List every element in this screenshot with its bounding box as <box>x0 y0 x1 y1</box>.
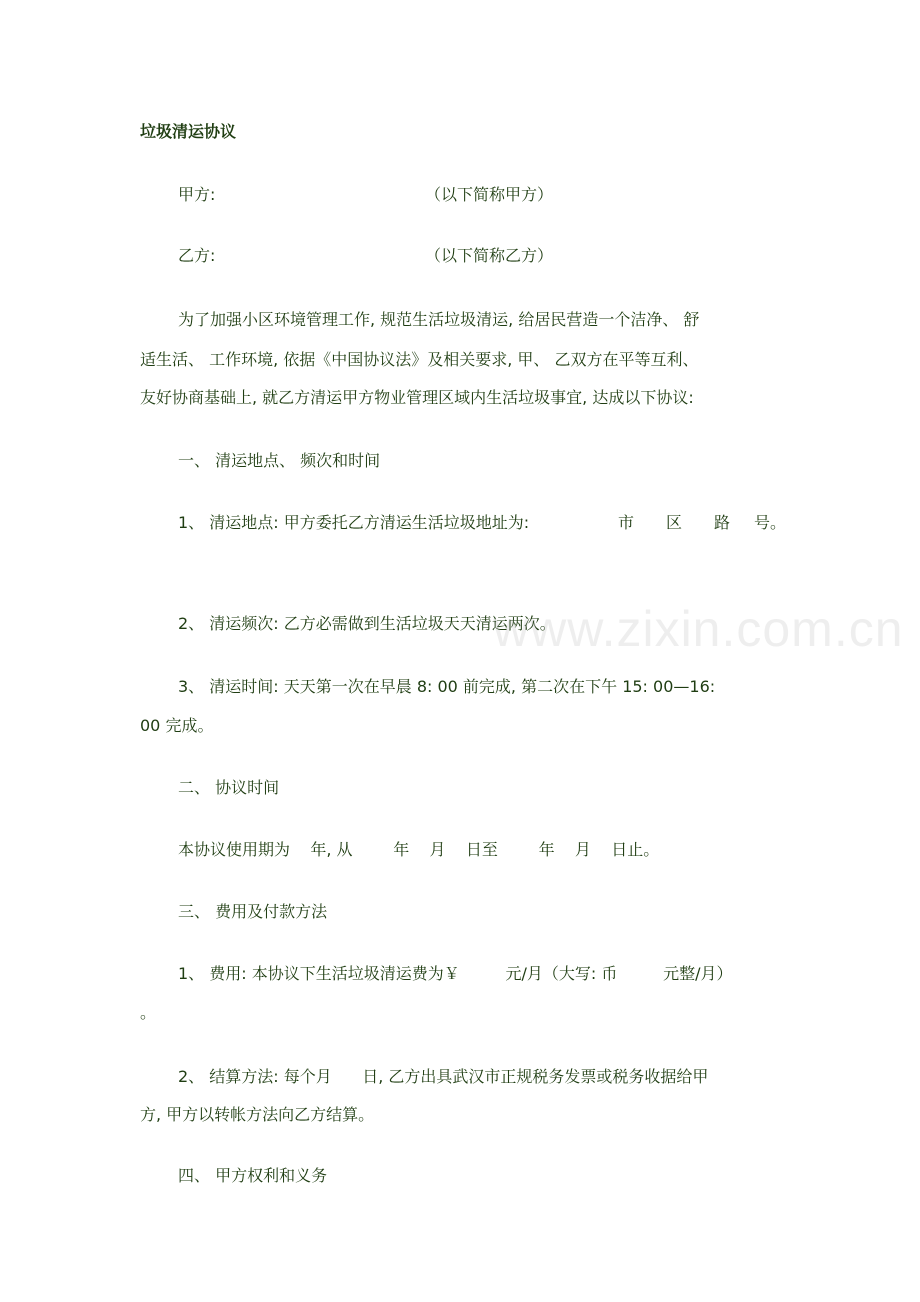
section-1-item-1-number: 号。 <box>754 513 787 532</box>
section-1-item-3-line-2: 00 完成。 <box>140 716 214 735</box>
section-2-heading: 二、 协议时间 <box>178 778 280 797</box>
section-3-heading: 三、 费用及付款方法 <box>178 902 328 921</box>
section-3-item-1-line-1: 1、 费用: 本协议下生活垃圾清运费为￥ 元/月（大写: 币 元整/月） <box>178 964 733 983</box>
intro-line-1: 为了加强小区环境管理工作, 规范生活垃圾清运, 给居民营造一个洁净、 舒 <box>178 310 700 329</box>
section-1-item-1: 1、 清运地点: 甲方委托乙方清运生活垃圾地址为: <box>178 513 530 532</box>
watermark: www.zixin.com.cn <box>493 601 904 657</box>
section-2-text: 本协议使用期为 年, 从 年 月 日至 年 月 日止。 <box>178 840 660 859</box>
party-b-label: 乙方: <box>178 246 216 265</box>
section-1-item-3-line-1: 3、 清运时间: 天天第一次在早晨 8: 00 前完成, 第二次在下午 15: 00—16: <box>178 677 716 696</box>
section-1-item-1-road: 路 <box>714 513 731 532</box>
section-3-item-2-line-1: 2、 结算方法: 每个月 日, 乙方出具武汉市正规税务发票或税务收据给甲 <box>178 1067 709 1086</box>
section-1-heading: 一、 清运地点、 频次和时间 <box>178 451 381 470</box>
intro-line-2: 适生活、 工作环境, 依据《中国协议法》及相关要求, 甲、 乙双方在平等互利、 <box>140 350 699 369</box>
section-3-item-2-line-2: 方, 甲方以转帐方法向乙方结算。 <box>140 1105 375 1124</box>
party-b-note: （以下简称乙方） <box>425 246 554 265</box>
document-title: 垃圾清运协议 <box>140 122 237 141</box>
intro-line-3: 友好协商基础上, 就乙方清运甲方物业管理区域内生活垃圾事宜, 达成以下协议: <box>140 388 694 407</box>
section-3-item-1-line-2: 。 <box>140 1003 157 1022</box>
section-4-heading: 四、 甲方权利和义务 <box>178 1166 328 1185</box>
party-a-note: （以下简称甲方） <box>425 185 554 204</box>
section-1-item-2: 2、 清运频次: 乙方必需做到生活垃圾天天清运两次。 <box>178 614 556 633</box>
party-a-label: 甲方: <box>178 185 216 204</box>
section-1-item-1-city: 市 <box>618 513 635 532</box>
section-1-item-1-district: 区 <box>666 513 683 532</box>
